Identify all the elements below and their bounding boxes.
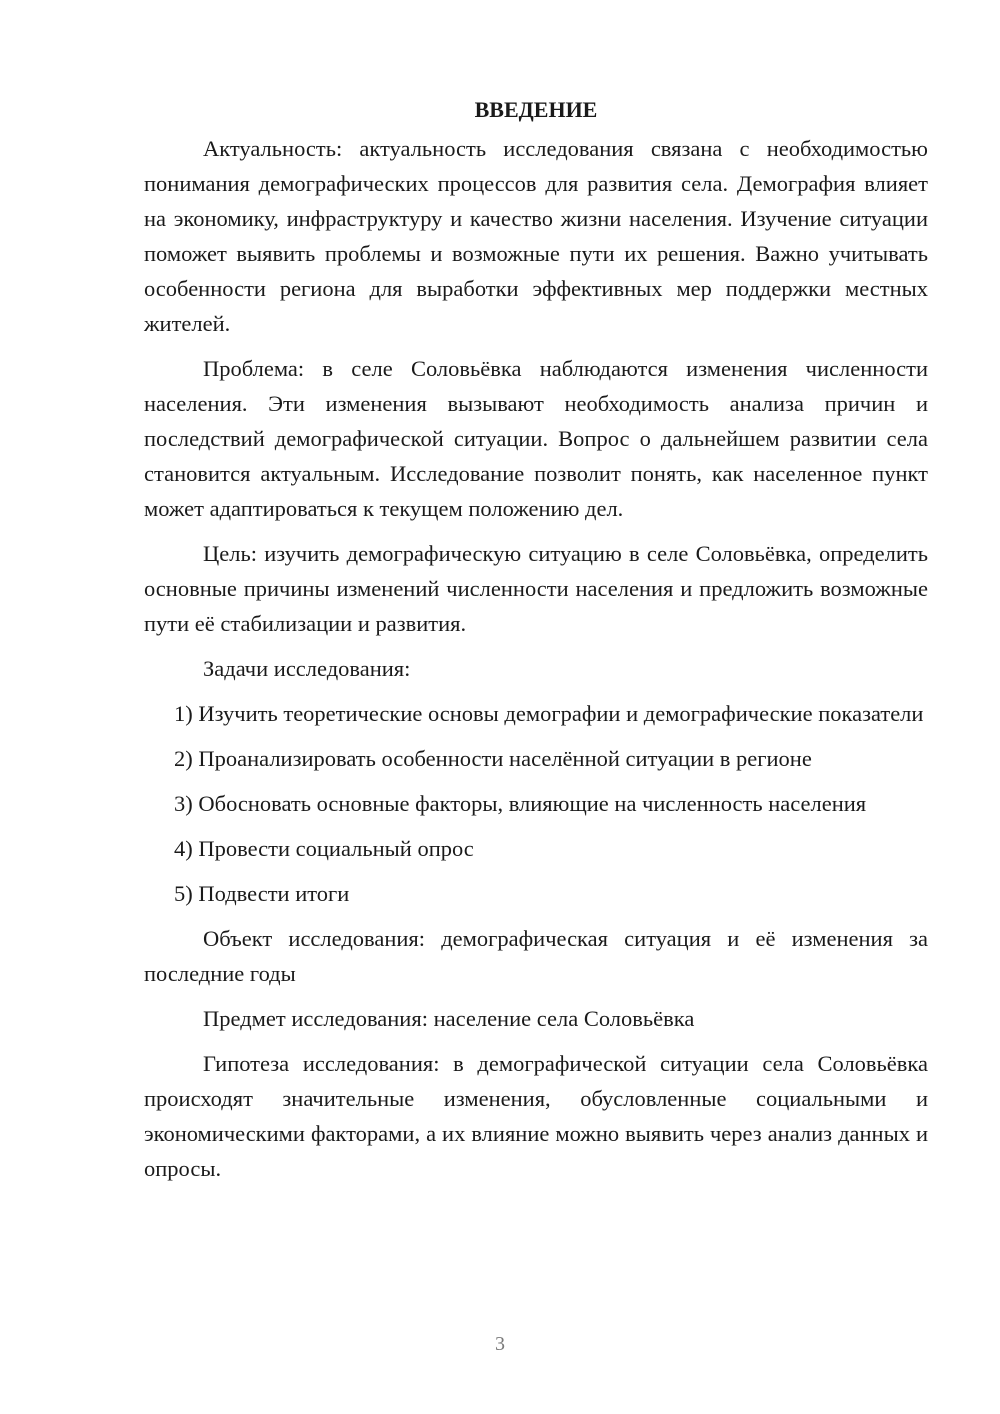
paragraph-relevance: Актуальность: актуальность исследования связана с необходимостью понимания демографических процессов для развития села. Демография влияет на экономику, инфраструктуру и качество жизни населения. Изучение ситуации поможет выявить проблемы и возможные пути их решения. Важно учитывать особенности региона для выработки эффективных мер поддержки местных жителей. — [144, 136, 928, 336]
task-item: 2) Проанализировать особенности населённой ситуации в регионе — [174, 746, 812, 771]
task-item: 1) Изучить теоретические основы демографии и демографические показатели — [174, 701, 924, 726]
paragraph-goal: Цель: изучить демографическую ситуацию в селе Соловьёвка, определить основные причины изменений численности населения и предложить возможные пути её стабилизации и развития. — [144, 541, 928, 636]
page-number: 3 — [495, 1333, 505, 1355]
paragraph-problem: Проблема: в селе Соловьёвка наблюдаются изменения численности населения. Эти изменения вызывают необходимость анализа причин и последствий демографической ситуации. Вопрос о дальнейшем развитии села становится актуальным. Исследование позволит понять, как населенное пункт может адаптироваться к текущем положению дел. — [144, 356, 928, 521]
task-item: 4) Провести социальный опрос — [174, 836, 474, 861]
paragraph-object: Объект исследования: демографическая ситуация и её изменения за последние годы — [144, 926, 928, 986]
paragraph-hypothesis: Гипотеза исследования: в демографической ситуации села Соловьёвка происходят значительные изменения, обусловленные социальными и экономическими факторами, а их влияние можно выявить через анализ данных и опросы. — [144, 1051, 928, 1181]
section-heading: ВВЕДЕНИЕ — [474, 97, 598, 122]
task-item: 3) Обосновать основные факторы, влияющие на численность населения — [174, 791, 867, 816]
paragraph-subject: Предмет исследования: население села Соловьёвка — [203, 1006, 695, 1031]
task-item: 5) Подвести итоги — [174, 881, 350, 906]
tasks-heading: Задачи исследования: — [203, 656, 411, 681]
document-page — [144, 92, 928, 1186]
